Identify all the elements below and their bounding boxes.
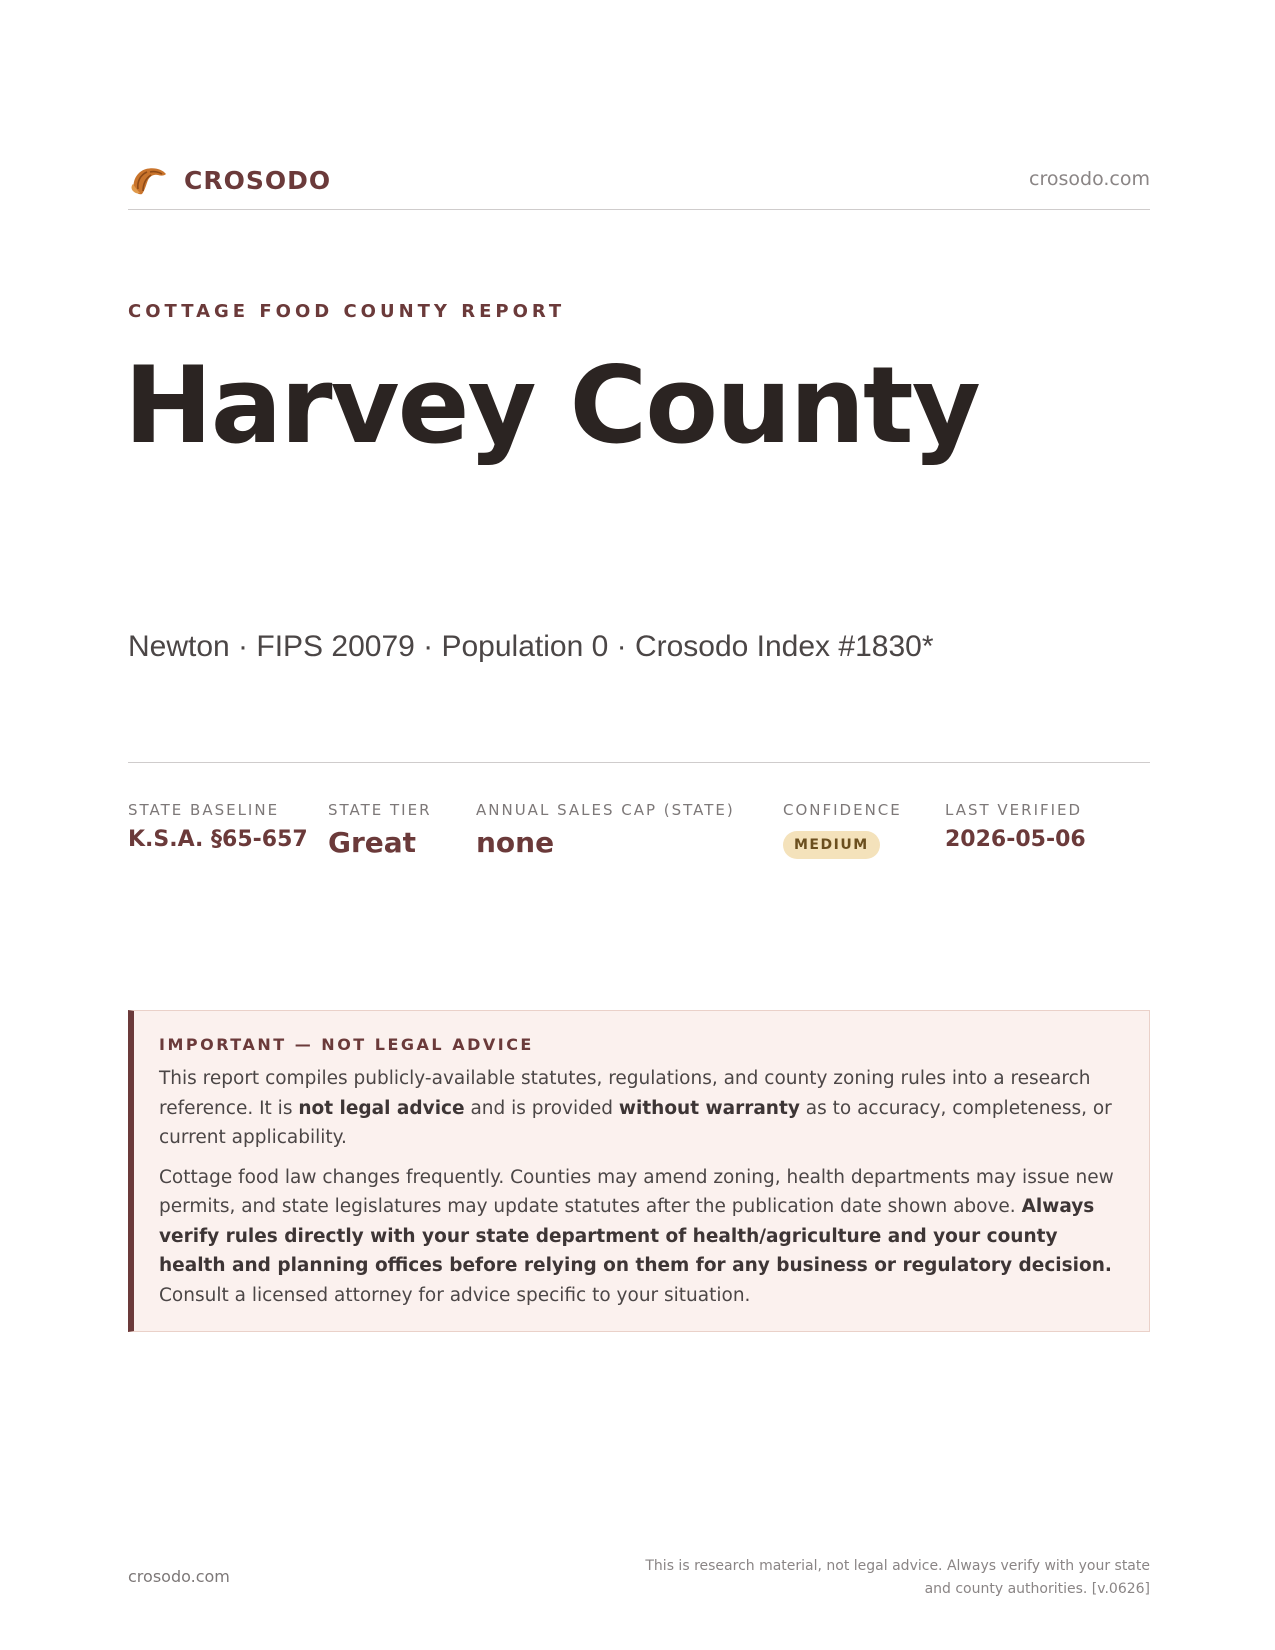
- stat-label: CONFIDENCE: [783, 801, 902, 819]
- stat-sales-cap: [476, 801, 735, 859]
- notice-title: IMPORTANT — NOT LEGAL ADVICE: [159, 1035, 534, 1054]
- brand[interactable]: [128, 160, 331, 200]
- notice-paragraph: [159, 1064, 1121, 1153]
- county-subtitle: Newton · FIPS 20079 · Population 0 · Crosodo Index #1830*: [128, 630, 934, 663]
- stat-value: Great: [328, 826, 417, 859]
- stat-last-verified: [945, 801, 1086, 852]
- stat-label: LAST VERIFIED: [945, 801, 1083, 819]
- footer-site[interactable]: crosodo.com: [128, 1567, 230, 1586]
- stat-label: STATE BASELINE: [128, 801, 280, 819]
- croissant-icon: [128, 160, 170, 200]
- notice-emphasis: not legal advice: [298, 1097, 465, 1119]
- site-link[interactable]: crosodo.com: [1029, 168, 1150, 190]
- report-kicker: COTTAGE FOOD COUNTY REPORT: [128, 301, 566, 322]
- stat-state-tier: [328, 801, 432, 859]
- notice-text: and is provided: [464, 1097, 619, 1119]
- stat-value: 2026-05-06: [945, 827, 1086, 852]
- confidence-badge: MEDIUM: [783, 831, 880, 859]
- notice-text: as to accuracy, completeness, or current applicability.: [159, 1097, 1112, 1148]
- notice-text: This report compiles publicly-available statutes, regulations, and county zoning rules into a research reference. It is: [159, 1068, 1091, 1119]
- stat-value: none: [476, 826, 555, 859]
- stat-confidence: [783, 801, 902, 859]
- stat-label: STATE TIER: [328, 801, 432, 819]
- stat-state-baseline: [128, 801, 308, 852]
- stats-row: [128, 762, 1150, 859]
- notice-emphasis: Always verify rules directly with your state department of health/agriculture and your county health and planning offices before relying on them for any business or regulatory decision.: [159, 1196, 1112, 1276]
- notice-paragraph: [159, 1163, 1121, 1311]
- stat-label: ANNUAL SALES CAP (STATE): [476, 801, 735, 819]
- notice-text: Consult a licensed attorney for advice specific to your situation.: [159, 1284, 751, 1306]
- legal-notice: [128, 1010, 1150, 1332]
- footer-disclaimer-line: and county authorities. [v.0626]: [924, 1581, 1150, 1597]
- page-title: Harvey County: [124, 344, 979, 467]
- page-header: [128, 160, 1150, 210]
- notice-emphasis: without warranty: [618, 1097, 800, 1119]
- footer-disclaimer: [590, 1555, 1150, 1601]
- brand-name: CROSODO: [184, 165, 332, 195]
- stat-value: K.S.A. §65-657: [128, 827, 308, 852]
- notice-text: Cottage food law changes frequently. Counties may amend zoning, health departments may issue new permits, and state legislatures may update statutes after the publication date shown above.: [159, 1166, 1114, 1217]
- footer-disclaimer-line: This is research material, not legal advice. Always verify with your state: [645, 1558, 1150, 1574]
